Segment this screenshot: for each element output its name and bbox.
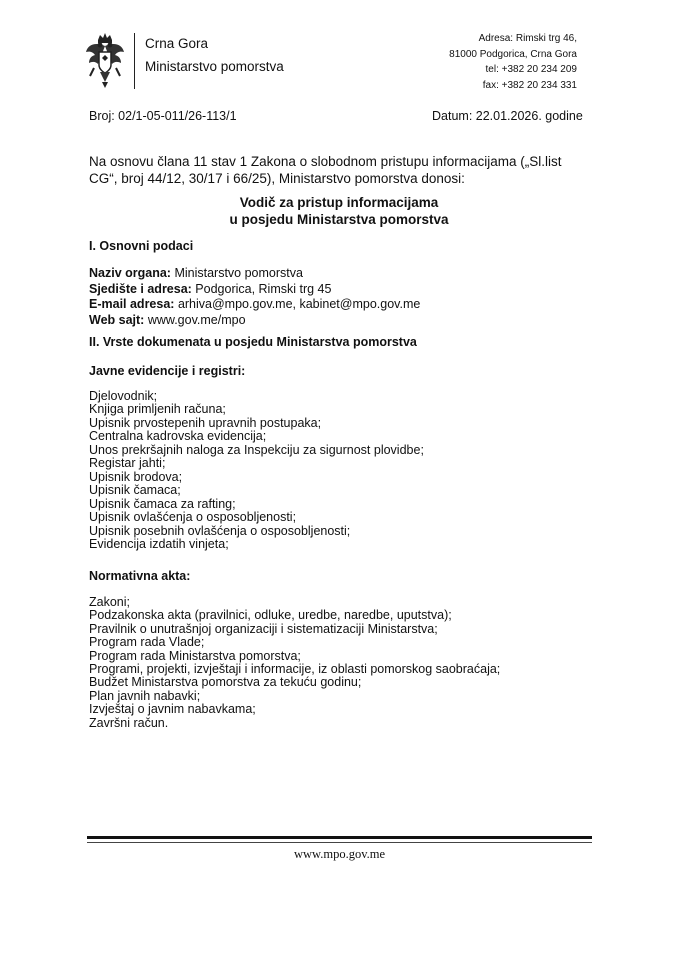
seat-label: Sjedište i adresa: [89,281,192,296]
list-item: Centralna kadrovska evidencija; [89,429,267,444]
registers-list [89,390,424,551]
normative-acts-heading: Normativna akta: [89,569,191,583]
seat-row [89,282,420,298]
fax-line: fax: +382 20 234 331 [482,79,577,91]
list-item: Pravilnik o unutrašnjoj organizaciji i sistematizaciji Ministarstva; [89,621,438,636]
document-date: Datum: 22.01.2026. godine [432,109,583,123]
list-item: Registar jahti; [89,456,166,471]
website-label: Web sajt: [89,312,145,327]
list-item: Izvještaj o javnim nabavkama; [89,702,256,717]
org-name-label: Naziv organa: [89,266,171,280]
email-value: arhiva@mpo.gov.me, kabinet@mpo.gov.me [174,297,421,311]
website-row [89,313,420,329]
list-item: Upisnik čamaca; [89,483,181,498]
address-line: Adresa: Rimski trg 46, [478,33,577,44]
footer-divider-thin [87,842,592,843]
list-item: Završni račun. [89,715,169,730]
email-row [89,297,420,313]
list-item: Program rada Ministarstva pomorstva; [89,648,301,663]
org-country: Crna Gora [145,36,209,51]
list-item: Upisnik brodova; [89,469,183,484]
seat-value: Podgorica, Rimski trg 45 [191,281,332,296]
footer-website: www.mpo.gov.me [293,847,386,861]
coat-of-arms-icon [84,32,126,90]
header-divider [134,33,135,89]
list-item: Programi, projekti, izvještaji i informacije, iz oblasti pomorskog saobraćaja; [89,662,501,677]
city-line: 81000 Podgorica, Crna Gora [449,48,577,60]
list-item: Upisnik posebnih ovlašćenja o osposobljenosti; [89,523,351,538]
section-documents-heading: II. Vrste dokumenata u posjedu Ministarstva pomorstva [89,335,417,349]
org-ministry: Ministarstvo pomorstva [145,59,284,74]
list-item: Evidencija izdatih vinjeta; [89,536,229,551]
footer-divider [87,836,592,839]
email-label: E-mail adresa: [89,297,175,311]
list-item: Program rada Vlade; [89,635,205,650]
list-item: Djelovodnik; [89,389,158,403]
registers-heading: Javne evidencije i registri: [89,364,246,378]
list-item: Upisnik čamaca za rafting; [89,496,236,511]
contact-block [377,31,577,93]
website-value: www.gov.me/mpo [144,312,246,327]
title-line-2: u posjedu Ministarstva pomorstva [229,212,449,227]
list-item: Zakoni; [89,595,130,609]
org-name-value: Ministarstvo pomorstva [170,266,303,280]
list-item: Plan javnih nabavki; [89,688,201,703]
list-item: Unos prekršajnih naloga za Inspekciju za sigurnost plovidbe; [89,442,424,457]
title-line-1: Vodič za pristup informacijama [239,195,439,210]
list-item: Upisnik ovlašćenja o osposobljenosti; [89,510,297,525]
list-item: Knjiga primljenih računa; [89,402,226,417]
basic-data-block [89,266,420,328]
phone-line: tel: +382 20 234 209 [485,64,577,75]
document-title [89,194,589,228]
list-item: Podzakonska akta (pravilnici, odluke, uredbe, naredbe, uputstva); [89,608,452,623]
section-basic-data-heading: I. Osnovni podaci [89,239,194,253]
list-item: Upisnik prvostepenih upravnih postupaka; [89,415,322,430]
list-item: Budžet Ministarstva pomorstva za tekuću godinu; [89,675,362,690]
normative-acts-list [89,596,500,730]
intro-paragraph: Na osnovu člana 11 stav 1 Zakona o slobodnom pristupu informacijama („Sl.list CG“, broj 44/12, 30/17 i 66/25), Ministarstvo pomorstva donosi: [89,154,562,186]
reference-number: Broj: 02/1-05-011/26-113/1 [89,109,237,123]
org-name-row [89,266,420,282]
